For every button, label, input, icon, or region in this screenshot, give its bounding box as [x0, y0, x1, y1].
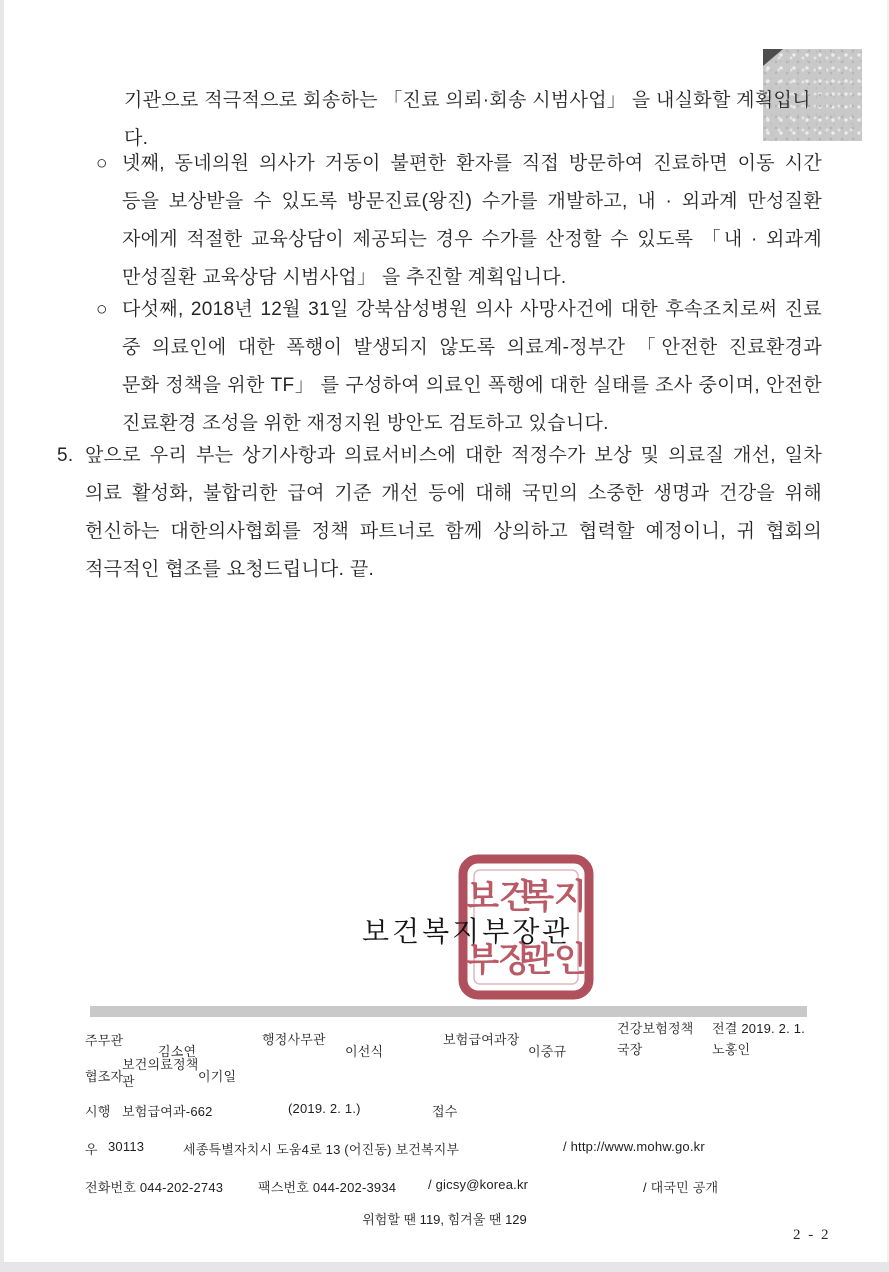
email-address: / gicsy@korea.kr	[428, 1177, 529, 1192]
approver-rank: 국장	[617, 1042, 643, 1057]
page-number: 2 - 2	[793, 1227, 831, 1243]
footer-slogan: 위험할 땐 119, 힘겨울 땐 129	[362, 1212, 527, 1227]
approver-name: 노홍인	[712, 1042, 751, 1057]
number-marker: 5.	[57, 445, 74, 466]
website-url: / http://www.mohw.go.kr	[563, 1139, 705, 1154]
minister-title: 보건복지부장관	[362, 917, 573, 948]
seal-glyph: 보건	[466, 879, 532, 916]
execution-date: (2019. 2. 1.)	[288, 1101, 361, 1116]
body-text-line: 의료 활성화, 불합리한 급여 기준 개선 등에 대해 국민의 소중한 생명과 건강을 위해	[85, 483, 822, 504]
scan-noise-corner-mark	[763, 49, 783, 66]
body-text-line: 넷째, 동네의원 의사가 거동이 불편한 환자를 직접 방문하여 진료하면 이동 시간	[122, 153, 822, 174]
official-role: 주무관	[85, 1033, 124, 1048]
seal-glyph: 복지	[521, 879, 587, 916]
body-text-line: 등을 보상받을 수 있도록 방문진료(왕진) 수가를 개발하고, 내 · 외과계 만성질환	[122, 191, 822, 212]
phone-number: 전화번호 044-202-2743	[85, 1180, 224, 1195]
body-text-line: 헌신하는 대한의사협회를 정책 파트너로 함께 상의하고 협력할 예정이니, 귀 협회의	[85, 521, 822, 542]
official-name: 김소연	[158, 1044, 197, 1059]
cooperator-label: 협조자	[85, 1069, 124, 1084]
body-text-line: 자에게 적절한 교육상담이 제공되는 경우 수가를 산정할 수 있도록 「내 · 외과계	[122, 229, 822, 250]
execution-label: 시행	[85, 1104, 111, 1119]
official-name: 이중규	[528, 1044, 567, 1059]
body-text-line: 적극적인 협조를 요청드립니다. 끝.	[85, 559, 375, 580]
paragraph-continuation	[124, 82, 824, 149]
body-text-line: 기관으로 적극적으로 회송하는 「진료 의뢰·회송 시범사업」 을 내실화할 계획입니다.	[124, 90, 811, 149]
office-address: 세종특별자치시 도움4로 13 (어진동) 보건복지부	[183, 1142, 460, 1157]
body-text-line: 문화 정책을 위한 TF」 를 구성하여 의료인 폭행에 대한 실태를 조사 중이며, 안전한	[122, 375, 822, 396]
body-text-line: 앞으로 우리 부는 상기사항과 의료서비스에 대한 적정수가 보상 및 의료질 개선, 일차	[85, 445, 822, 466]
disclosure-note: / 대국민 공개	[643, 1180, 719, 1195]
receipt-label: 접수	[432, 1104, 458, 1119]
official-name: 이선식	[345, 1044, 384, 1059]
scan-edge-bottom	[0, 1262, 889, 1272]
cooperator-role: 보건의료정책관	[122, 1057, 199, 1089]
postal-label: 우	[85, 1142, 98, 1157]
official-role: 행정사무관	[262, 1032, 326, 1047]
paragraph-item-5	[57, 437, 822, 589]
seal-glyph: 부장	[466, 942, 532, 979]
footer-divider-bar	[90, 1006, 807, 1017]
body-text-line: 다섯째, 2018년 12월 31일 강북삼성병원 의사 사망사건에 대한 후속조치로써 진료	[122, 299, 822, 320]
body-text-line: 진료환경 조성을 위한 재정지원 방안도 검토하고 있습니다.	[122, 413, 609, 434]
paragraph-bullet-fifth	[96, 291, 822, 443]
circle-bullet-marker: ○	[96, 153, 108, 174]
seal-glyph: 관인	[521, 942, 587, 979]
official-role: 보험급여과장	[443, 1032, 520, 1047]
scan-edge-left	[0, 0, 4, 1272]
paragraph-bullet-fourth	[96, 145, 822, 297]
circle-bullet-marker: ○	[96, 299, 108, 320]
approver-decision: 전결 2019. 2. 1.	[712, 1021, 805, 1036]
fax-number: 팩스번호 044-202-3934	[258, 1180, 397, 1195]
body-text-line: 만성질환 교육상담 시범사업」 을 추진할 계획입니다.	[122, 267, 567, 288]
execution-doc-no: 보험급여과-662	[122, 1104, 213, 1119]
cooperator-name: 이기일	[198, 1069, 237, 1084]
approver-dept: 건강보험정책	[617, 1021, 694, 1036]
postal-code: 30113	[108, 1139, 145, 1154]
body-text-line: 중 의료인에 대한 폭행이 발생되지 않도록 의료계-정부간 「안전한 진료환경과	[122, 337, 822, 358]
